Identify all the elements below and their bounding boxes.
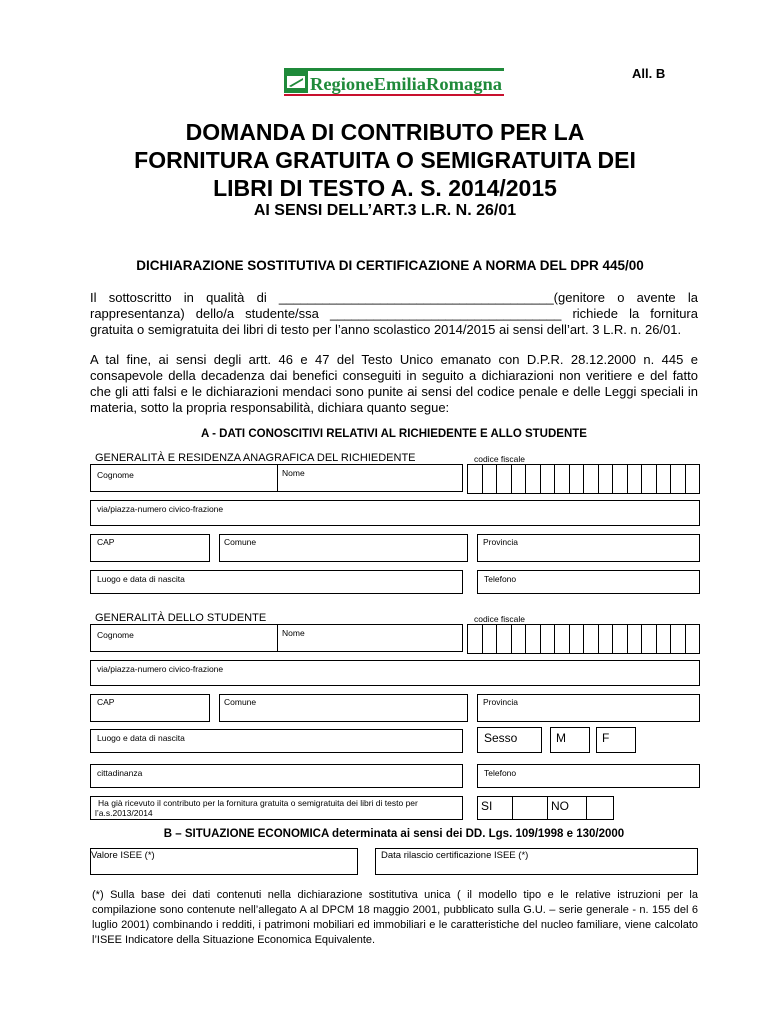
page-subtitle: AI SENSI DELL’ART.3 L.R. N. 26/01 [253, 202, 517, 219]
comune-label: Comune [224, 537, 257, 547]
svg-text:RegioneEmiliaRomagna: RegioneEmiliaRomagna [310, 74, 502, 94]
applicant-cf-input[interactable] [467, 464, 700, 494]
cap-label: CAP [97, 537, 115, 547]
student-sesso-box [477, 727, 542, 753]
title-line-1: DOMANDA DI CONTRIBUTO PER LA [185, 119, 585, 145]
telefono-label: Telefono [484, 574, 517, 584]
cap-label: CAP [97, 697, 115, 707]
isee-date-field[interactable] [375, 848, 698, 875]
cittadinanza-label: cittadinanza [97, 768, 143, 778]
student-cf-input[interactable] [467, 624, 700, 654]
prior-no-checkbox[interactable] [586, 796, 614, 820]
declaration-heading: DICHIARAZIONE SOSTITUTIVA DI CERTIFICAZIONE A NORMA DEL DPR 445/00 [136, 258, 644, 273]
region-logo [284, 68, 504, 98]
via-label: via/piazza-numero civico-frazione [97, 664, 224, 674]
student-nome-field[interactable] [277, 624, 463, 652]
student-telefono-field[interactable] [477, 764, 700, 788]
student-cf-label: codice fiscale [474, 614, 526, 624]
applicant-cap-field[interactable] [90, 534, 210, 562]
student-via-field[interactable] [90, 660, 700, 686]
isee-value-field[interactable] [90, 848, 358, 875]
telefono-label: Telefono [484, 768, 517, 778]
student-comune-field[interactable] [219, 694, 468, 722]
intro-paragraph: Il sottoscritto in qualità di ______________________________________(genitore o avente la rappresentanza) dello/a studente/ssa ________________________________ richiede la fornitura gratuita o semigratuita dei libri di testo per l’anno scolastico 2014/2015 ai sensi dell’art. 3 L.R. n. 26/01. [90, 290, 698, 337]
student-luogo-field[interactable] [90, 729, 463, 753]
sesso-m-label: M [556, 731, 566, 745]
prior-contribution-question: Ha già ricevuto il contributo per la fornitura gratuita o semigratuita dei libri di testo per l’a.s.2013/2014 [95, 798, 418, 818]
applicant-luogo-field[interactable] [90, 570, 463, 594]
prior-si-checkbox[interactable] [512, 796, 548, 820]
applicant-cf-label: codice fiscale [474, 454, 526, 464]
si-label: SI [481, 799, 493, 813]
no-label: NO [551, 799, 569, 813]
sesso-m-checkbox[interactable] [550, 727, 590, 753]
provincia-label: Provincia [483, 537, 518, 547]
sesso-label: Sesso [484, 731, 518, 745]
applicant-telefono-field[interactable] [477, 570, 700, 594]
via-label: via/piazza-numero civico-frazione [97, 504, 224, 514]
student-provincia-field[interactable] [477, 694, 700, 722]
luogo-label: Luogo e data di nascita [97, 574, 185, 584]
prior-contribution-field [90, 796, 463, 820]
applicant-heading: GENERALITÀ E RESIDENZA ANAGRAFICA DEL RICHIEDENTE [95, 452, 416, 464]
applicant-via-field[interactable] [90, 500, 700, 526]
applicant-provincia-field[interactable] [477, 534, 700, 562]
cognome-label: Cognome [97, 630, 134, 640]
section-a-title: A - DATI CONOSCITIVI RELATIVI AL RICHIEDENTE E ALLO STUDENTE [201, 428, 587, 440]
student-cittadinanza-field[interactable] [90, 764, 463, 788]
isee-label: Valore ISEE (*) [91, 850, 155, 861]
nome-label: Nome [282, 628, 305, 638]
student-cap-field[interactable] [90, 694, 210, 722]
title-line-3: LIBRI DI TESTO A. S. 2014/2015 [213, 175, 557, 201]
footnote: (*) Sulla base dei dati contenuti nella dichiarazione sostitutiva unica ( il modello tipo e le relative istruzioni per la compilazione sono contenute nell’allegato A al DPCM 18 maggio 2001, pubblicato sulla G.U. – serie generale - n. 155 del 6 luglio 2001) combinando i redditi, i patrimoni mobiliari ed immobiliari e le caratteristiche del nucleo familiare, viene calcolato l’ISEE Indicatore della Situazione Economica Equivalente. [92, 889, 698, 946]
student-heading: GENERALITÀ DELLO STUDENTE [95, 612, 267, 624]
student-cognome-field[interactable] [90, 624, 278, 652]
luogo-label: Luogo e data di nascita [97, 733, 185, 743]
title-line-2: FORNITURA GRATUITA O SEMIGRATUITA DEI [134, 147, 636, 173]
page-title [70, 118, 700, 202]
applicant-comune-field[interactable] [219, 534, 468, 562]
nome-label: Nome [282, 468, 305, 478]
cognome-label: Cognome [97, 470, 134, 480]
prior-no-label-box [547, 796, 587, 820]
applicant-nome-field[interactable] [277, 464, 463, 492]
section-b-title: B – SITUAZIONE ECONOMICA determinata ai sensi dei DD. Lgs. 109/1998 e 130/2000 [163, 828, 625, 840]
sesso-f-checkbox[interactable] [596, 727, 636, 753]
provincia-label: Provincia [483, 697, 518, 707]
prior-si-label-box [477, 796, 513, 820]
sesso-f-label: F [602, 731, 610, 745]
declaration-paragraph: A tal fine, ai sensi degli artt. 46 e 47 del Testo Unico emanato con D.P.R. 28.12.2000 n. 445 e consapevole della decadenza dai benefici conseguiti in seguito a dichiarazioni non veritiere e del fatto che gli atti falsi e le dichiarazioni mendaci sono punite ai sensi del codice penale e delle Leggi speciali in materia, sotto la propria responsabilità, dichiara quanto segue: [90, 352, 698, 415]
attachment-label: All. B [632, 66, 666, 81]
comune-label: Comune [224, 697, 257, 707]
applicant-cognome-field[interactable] [90, 464, 278, 492]
isee-date-label: Data rilascio certificazione ISEE (*) [381, 850, 529, 861]
